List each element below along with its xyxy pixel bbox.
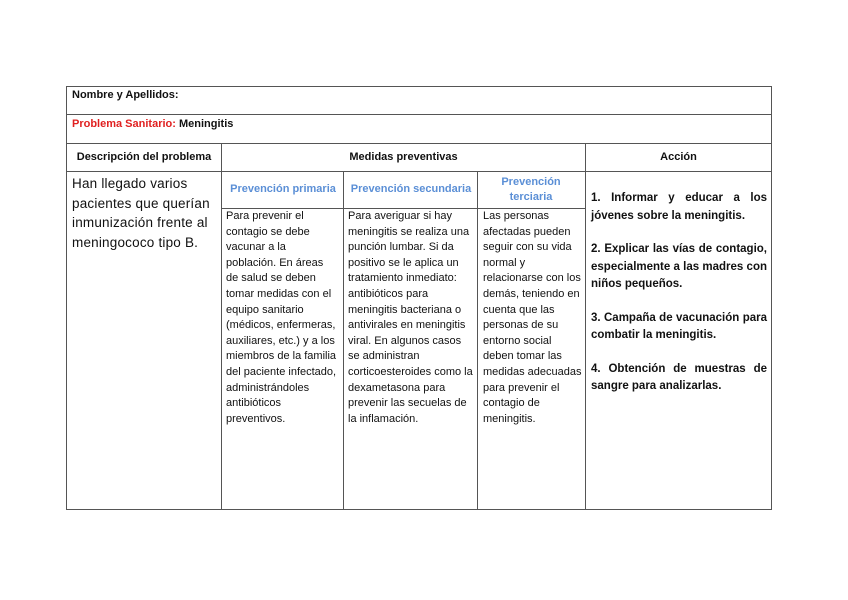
nombre-label: Nombre y Apellidos:	[72, 89, 179, 101]
accion-item: 1. Informar y educar a los jóvenes sobre la meningitis.	[591, 192, 767, 222]
subheader-terciaria: Prevención terciaria	[501, 176, 561, 203]
descripcion-text: Han llegado varios pacientes que querían inmunización frente al meningococo tipo B.	[72, 176, 210, 250]
problema-label: Problema Sanitario:	[72, 118, 176, 130]
header-medidas: Medidas preventivas	[349, 151, 458, 163]
col-divider	[585, 143, 586, 510]
header-accion: Acción	[660, 151, 697, 163]
col-divider	[477, 171, 478, 510]
header-descripcion: Descripción del problema	[76, 151, 212, 163]
accion-item: 3. Campaña de vacunación para combatir la meningitis.	[591, 311, 767, 341]
col-divider	[221, 143, 222, 510]
col-divider	[343, 171, 344, 510]
row-divider	[66, 171, 772, 172]
secundaria-text: Para averiguar si hay meningitis se realiza una punción lumbar. Si da positivo se le aplica un tratamiento inmediato: antibióticos para meningitis bacteriana o antivirales en meningitis viral. En algunos casos se administran corticoesteroides como la dexametasona para prevenir las secuelas de la inflamación.	[348, 210, 473, 425]
acciones-list	[591, 190, 767, 412]
accion-item: 4. Obtención de muestras de sangre para analizarlas.	[591, 362, 767, 392]
problema-value: Meningitis	[178, 118, 234, 130]
accion-item: 2. Explicar las vías de contagio, especialmente a las madres con niños pequeños.	[591, 243, 767, 290]
table-border-left	[66, 86, 67, 510]
meningitis-table	[66, 86, 772, 510]
problema-row	[72, 118, 762, 138]
subheader-primaria: Prevención primaria	[230, 183, 336, 195]
row-divider	[66, 143, 772, 144]
terciaria-text: Las personas afectadas pueden seguir con su vida normal y relacionarse con los demás, teniendo en cuenta que las personas de su entorno social deben tomar las medidas adecuadas para prevenir el contagio de meningitis.	[483, 210, 582, 425]
table-border-bottom	[66, 509, 772, 510]
row-divider	[66, 114, 772, 115]
subheader-secundaria: Prevención secundaria	[350, 183, 472, 195]
table-border-right	[771, 86, 772, 510]
table-border-top	[66, 86, 772, 87]
primaria-text: Para prevenir el contagio se debe vacunar a la población. En áreas de salud se deben tomar medidas con el equipo sanitario (médicos, enfermeras, auxiliares, etc.) y a los miembros de la familia del paciente infectado, administrándoles antibióticos preventivos.	[226, 210, 337, 425]
